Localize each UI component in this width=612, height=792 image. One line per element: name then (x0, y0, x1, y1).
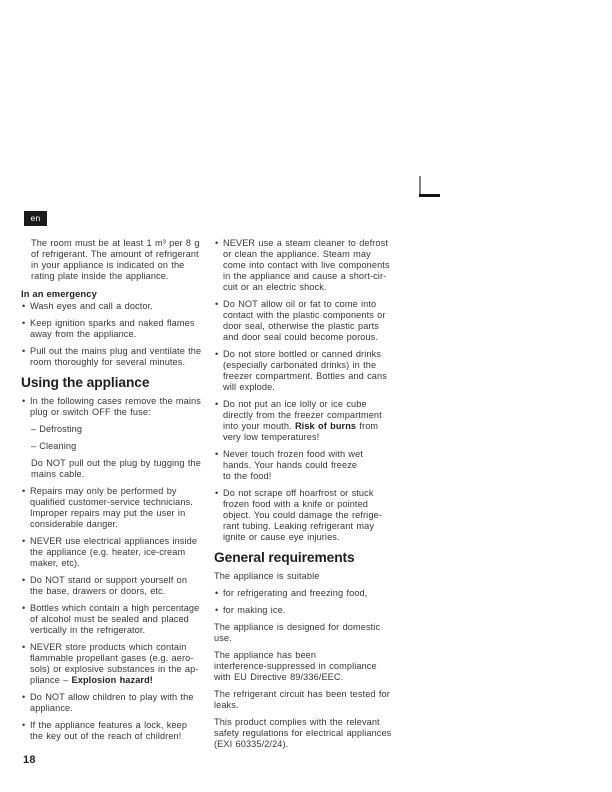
list-item-text: Do NOT stand or support yourself on the base, drawers or doors, etc. (30, 575, 188, 596)
paragraph-text: The appliance is designed for domestic use. (214, 622, 381, 643)
bullet-marker: • (22, 300, 26, 311)
list-item-text: Do not scrape off hoarfrost or stuck frozen food with a knife or pointed object. You could damage the refrige- rant tubing. Leaking refrigerant may ignite or cause eye injuries. (223, 488, 382, 542)
list-item (214, 238, 404, 293)
list-item (21, 642, 207, 686)
list-item-text: Do not store bottled or canned drinks (especially carbonated drinks) in the freezer compartment. Bottles and cans will explode. (223, 349, 387, 392)
list-item-text: Repairs may only be performed by qualified customer-service technicians. Improper repairs may put the user in considerable danger. (30, 486, 193, 529)
list-item-text: In the following cases remove the mains plug or switch OFF the fuse: (30, 396, 201, 417)
list-item-text: Defrosting (39, 424, 83, 434)
section-heading (21, 375, 207, 391)
list-item-text: for refrigerating and freezing food, (223, 588, 368, 598)
paragraph (214, 717, 404, 750)
list-item-text: Never touch frozen food with wet hands. Your hands could freeze to the food! (223, 449, 363, 481)
list-item (214, 488, 404, 543)
bullet-marker: • (22, 602, 26, 613)
subsection-heading (21, 288, 207, 299)
bullet-marker: • (22, 574, 26, 585)
list-item-text: Do NOT allow children to play with the appliance. (30, 692, 194, 713)
list-item (21, 692, 207, 714)
bullet-marker: • (22, 719, 26, 730)
paragraph (214, 571, 404, 582)
list-item-text: for making ice. (223, 605, 286, 615)
list-item-text: NEVER store products which contain flammable propellant gases (e.g. aero- sols) or explosive substances in the ap- pliance – Explosion hazard! (30, 642, 199, 685)
bullet-marker: • (215, 298, 219, 309)
bullet-marker: • (22, 485, 26, 496)
list-item-text: NEVER use a steam cleaner to defrost or clean the appliance. Steam may come into contact with live components in the appliance and cause a short-cir- cuit or an electric shock. (223, 238, 390, 292)
paragraph-text: The refrigerant circuit has been tested for leaks. (214, 689, 390, 710)
right-column (214, 238, 404, 756)
bullet-marker: • (215, 398, 219, 409)
crop-mark-horizontal (419, 194, 440, 197)
bullet-marker: • (22, 535, 26, 546)
subsection-heading-label: In an emergency (21, 288, 97, 299)
bullet-marker: • (22, 345, 26, 356)
list-item (21, 396, 207, 418)
list-item (21, 536, 207, 569)
list-item (21, 575, 207, 597)
page-number: 18 (23, 754, 36, 766)
bullet-marker: • (22, 317, 26, 328)
section-heading-label: General requirements (214, 550, 355, 565)
bullet-marker: • (215, 448, 219, 459)
list-item-text: If the appliance features a lock, keep the key out of the reach of children! (30, 720, 188, 741)
dash-marker: – (31, 441, 37, 451)
bullet-marker: • (215, 487, 219, 498)
dash-marker: – (31, 424, 37, 434)
list-item (21, 720, 207, 742)
list-item-text: Bottles which contain a high percentage of alcohol must be sealed and placed vertically in the refrigerator. (30, 603, 200, 635)
section-heading (214, 550, 404, 566)
list-item-text: Keep ignition sparks and naked flames away from the appliance. (30, 318, 195, 339)
list-item (214, 605, 404, 616)
bullet-marker: • (215, 604, 219, 615)
list-item (21, 318, 207, 340)
list-item (21, 486, 207, 530)
list-item (214, 399, 404, 443)
paragraph (214, 689, 404, 711)
list-item (214, 449, 404, 482)
paragraph-text: Do NOT pull out the plug by tugging the mains cable. (31, 458, 201, 479)
list-item (214, 588, 404, 599)
bullet-marker: • (22, 691, 26, 702)
list-item-text: Do not put an ice lolly or ice cube directly from the freezer compartment into your mouth. Risk of burns from very low temperatures! (223, 399, 382, 442)
list-item (21, 441, 207, 452)
paragraph (214, 650, 404, 683)
crop-mark-vertical (419, 176, 421, 196)
paragraph-text: The appliance is suitable (214, 571, 320, 581)
list-item-text: Do NOT allow oil or fat to come into contact with the plastic components or door seal, otherwise the plastic parts and door seal could become porous. (223, 299, 386, 342)
paragraph-text: The room must be at least 1 m³ per 8 g of refrigerant. The amount of refrigerant in your appliance is indicated on the rating plate inside the appliance. (31, 238, 200, 281)
list-item (21, 346, 207, 368)
bullet-marker: • (22, 641, 26, 652)
paragraph (21, 458, 207, 480)
list-item (21, 301, 207, 312)
bullet-marker: • (22, 395, 26, 406)
paragraph (21, 238, 207, 282)
left-column (21, 238, 207, 748)
language-badge: en (24, 211, 47, 226)
list-item-text: Pull out the mains plug and ventilate the room thoroughly for several minutes. (30, 346, 202, 367)
list-item (214, 349, 404, 393)
list-item (21, 424, 207, 435)
paragraph-text: The appliance has been interference-suppressed in compliance with EU Directive 89/336/EEC. (214, 650, 377, 682)
list-item-text: Wash eyes and call a doctor. (30, 301, 153, 311)
bullet-marker: • (215, 237, 219, 248)
paragraph-text: This product complies with the relevant safety regulations for electrical appliances (EXI 60335/2/24). (214, 717, 392, 749)
bullet-marker: • (215, 348, 219, 359)
section-heading-label: Using the appliance (21, 375, 150, 390)
list-item (214, 299, 404, 343)
paragraph (214, 622, 404, 644)
list-item (21, 603, 207, 636)
bullet-marker: • (215, 587, 219, 598)
list-item-text: NEVER use electrical appliances inside the appliance (e.g. heater, ice-cream maker, etc). (30, 536, 198, 568)
list-item-text: Cleaning (39, 441, 77, 451)
